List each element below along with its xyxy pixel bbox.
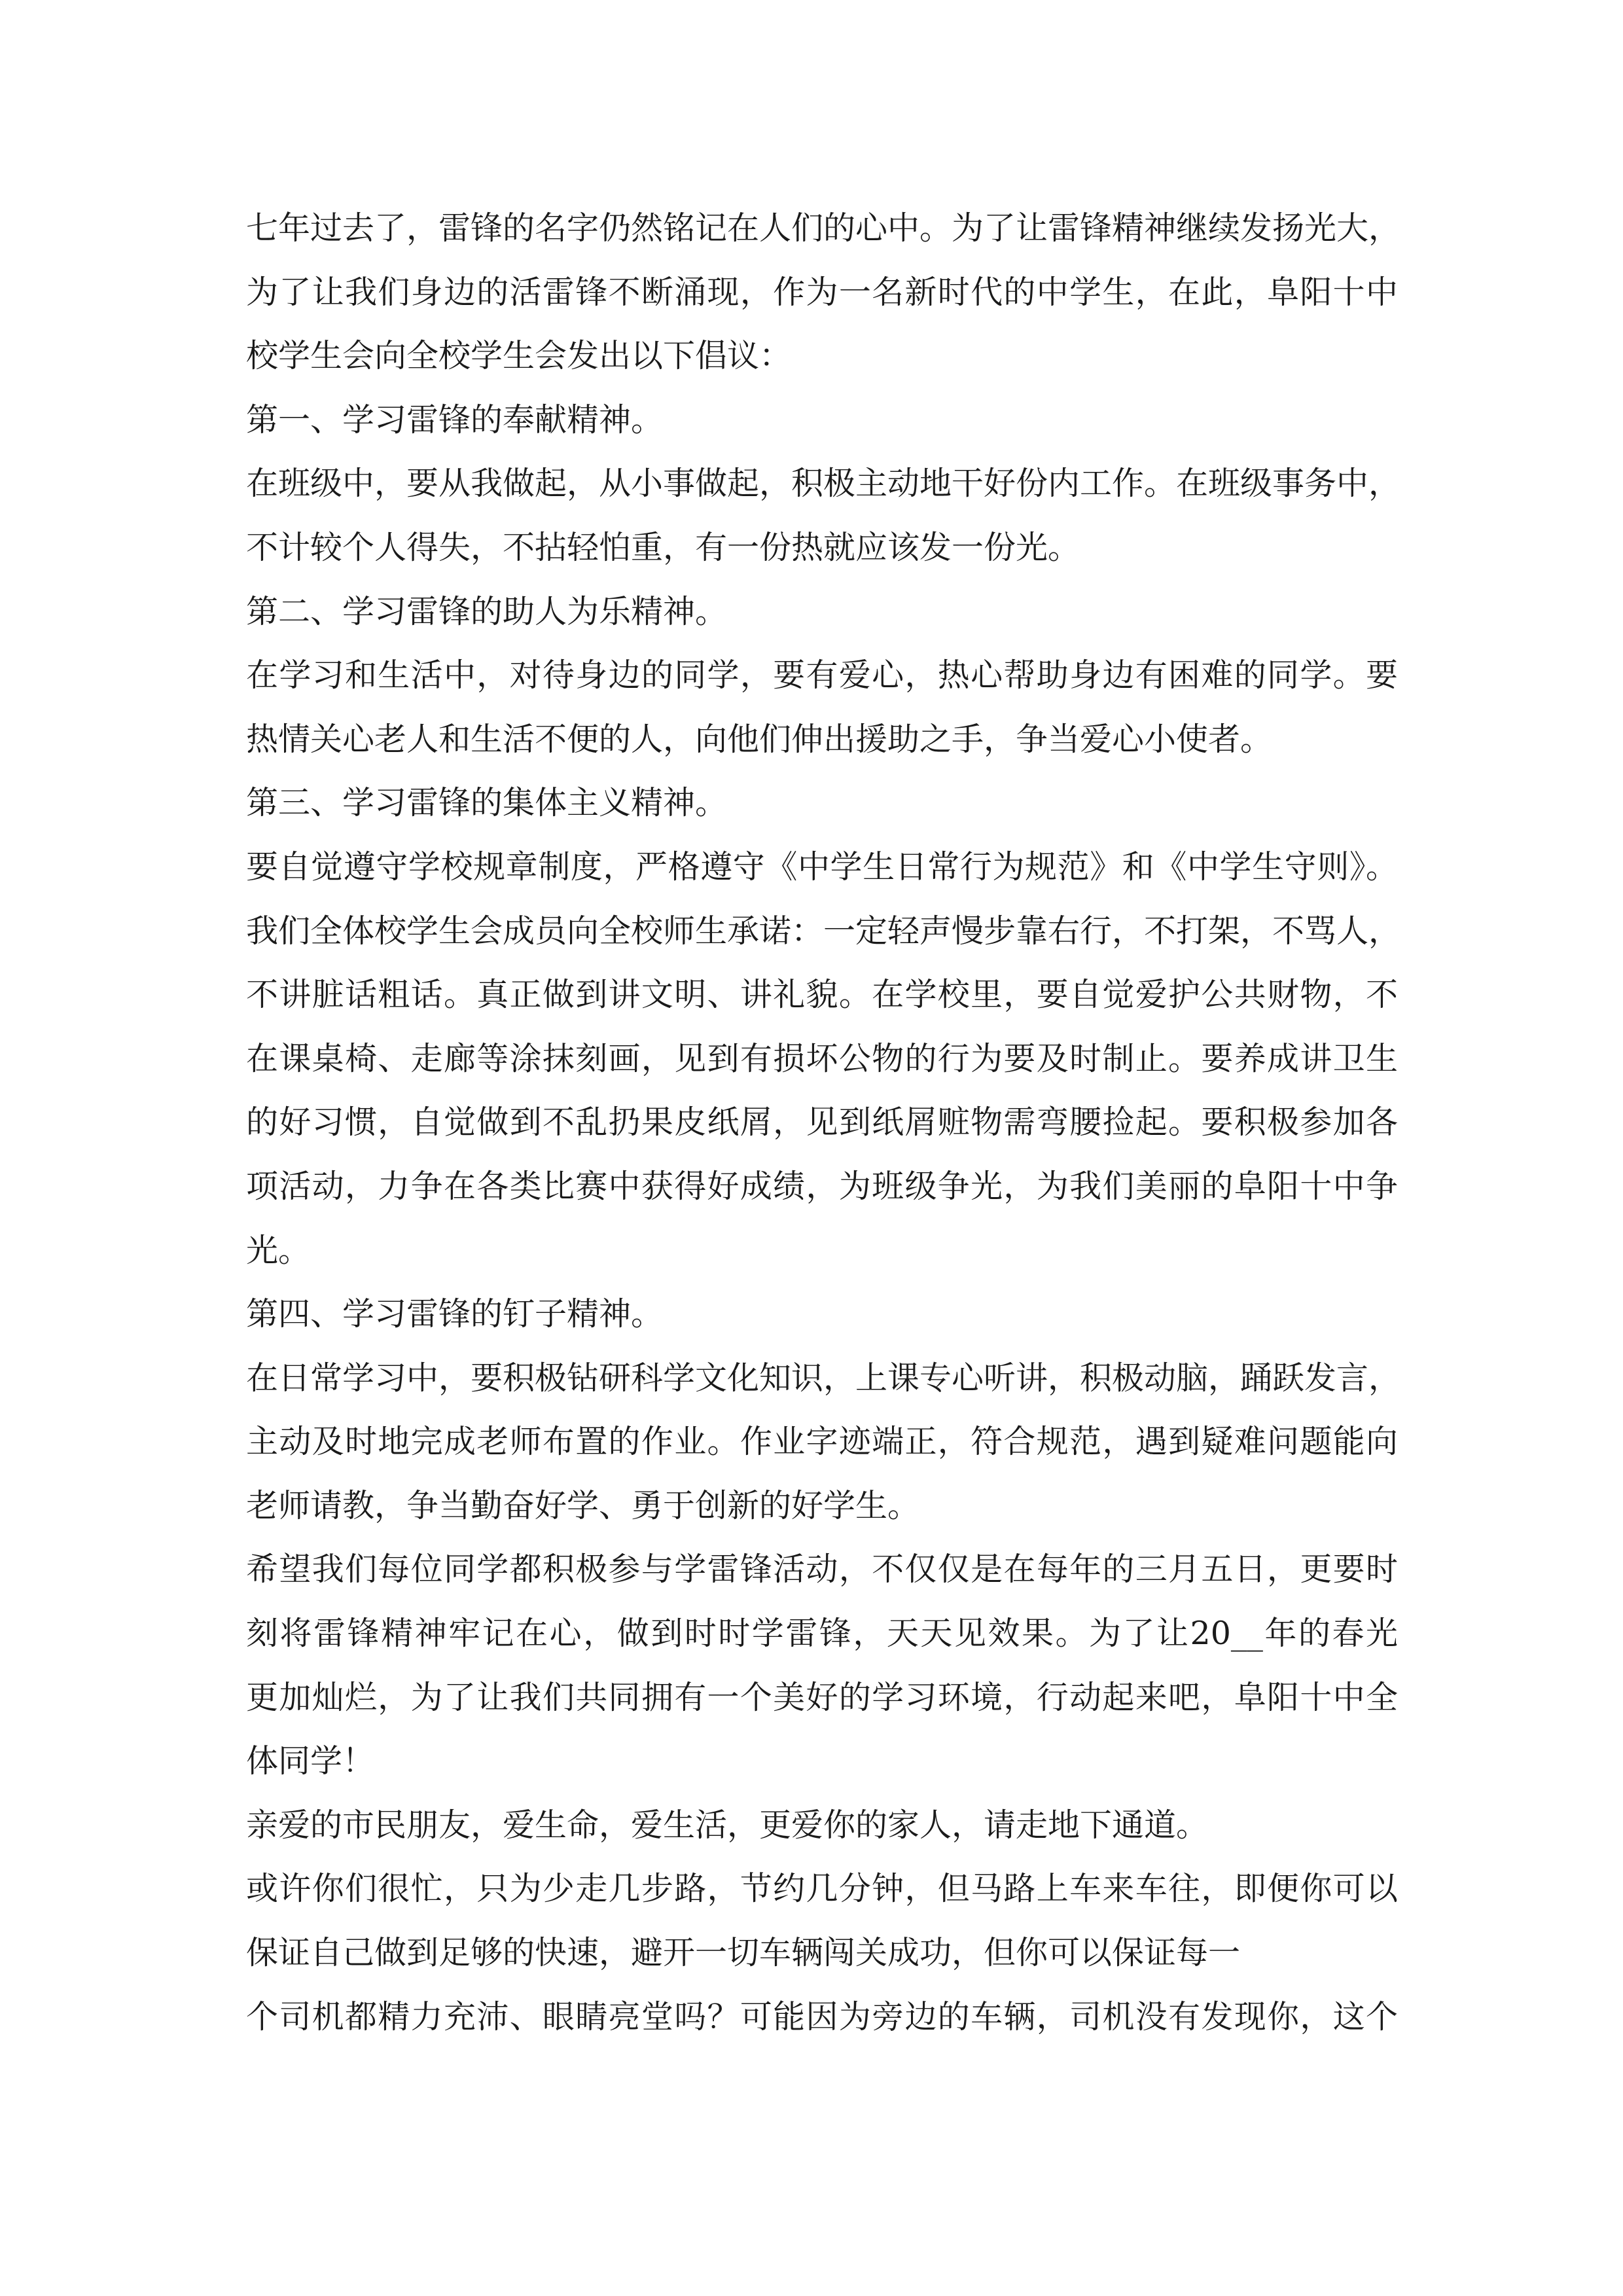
text-line: 在日常学习中，要积极钻研科学文化知识，上课专心听讲，积极动脑，踊跃发言，: [246, 1359, 1401, 1397]
text-line: 要自觉遵守学校规章制度，严格遵守《中学生日常行为规范》和《中学生守则》。: [246, 848, 1398, 886]
text-line: 第一、学习雷锋的奉献精神。: [246, 401, 664, 439]
text-line: 保证自己做到足够的快速，避开一切车辆闯关成功，但你可以保证每一: [246, 1934, 1241, 1972]
text-line: 不计较个人得失，不拈轻怕重，有一份热就应该发一份光。: [246, 528, 1080, 566]
text-line: 在课桌椅、走廊等涂抹刻画，见到有损坏公物的行为要及时制止。要养成讲卫生: [246, 1039, 1398, 1077]
text-line: 体同学！: [246, 1742, 375, 1780]
text-line: 老师请教，争当勤奋好学、勇于创新的好学生。: [246, 1486, 920, 1524]
text-line: 在学习和生活中，对待身边的同学，要有爱心，热心帮助身边有困难的同学。要: [246, 656, 1398, 694]
text-line: 光。: [246, 1231, 311, 1269]
text-line: 我们全体校学生会成员向全校师生承诺：一定轻声慢步靠右行，不打架，不骂人，: [246, 912, 1401, 950]
text-line: 项活动，力争在各类比赛中获得好成绩，为班级争光，为我们美丽的阜阳十中争: [246, 1167, 1398, 1205]
text-line: 刻将雷锋精神牢记在心，做到时时学雷锋，天天见效果。为了让20__年的春光: [246, 1615, 1398, 1653]
text-line: 热情关心老人和生活不便的人，向他们伸出援助之手，争当爱心小使者。: [246, 720, 1273, 758]
text-line: 不讲脏话粗话。真正做到讲文明、讲礼貌。在学校里，要自觉爱护公共财物，不: [246, 976, 1398, 1014]
text-line: 希望我们每位同学都积极参与学雷锋活动，不仅仅是在每年的三月五日，更要时: [246, 1551, 1398, 1588]
text-line: 或许你们很忙，只为少走几步路，节约几分钟，但马路上车来车往，即便你可以: [246, 1870, 1398, 1908]
text-line: 第二、学习雷锋的助人为乐精神。: [246, 592, 728, 630]
text-line: 亲爱的市民朋友，爱生命，爱生活，更爱你的家人，请走地下通道。: [246, 1806, 1209, 1844]
text-line: 更加灿烂，为了让我们共同拥有一个美好的学习环境，行动起来吧，阜阳十中全: [246, 1678, 1398, 1716]
text-line: 个司机都精力充沛、眼睛亮堂吗？可能因为旁边的车辆，司机没有发现你，这个: [246, 1998, 1398, 2036]
text-line: 主动及时地完成老师布置的作业。作业字迹端正，符合规范，遇到疑难问题能向: [246, 1423, 1398, 1461]
text-line: 的好习惯，自觉做到不乱扔果皮纸屑，见到纸屑赃物需弯腰捡起。要积极参加各: [246, 1103, 1398, 1141]
text-line: 第三、学习雷锋的集体主义精神。: [246, 784, 728, 822]
text-line: 为了让我们身边的活雷锋不断涌现，作为一名新时代的中学生，在此，阜阳十中: [246, 273, 1398, 311]
text-line: 七年过去了，雷锋的名字仍然铭记在人们的心中。为了让雷锋精神继续发扬光大，: [246, 209, 1401, 247]
text-line: 第四、学习雷锋的钉子精神。: [246, 1295, 664, 1333]
text-line: 校学生会向全校学生会发出以下倡议：: [246, 337, 792, 375]
text-line: 在班级中，要从我做起，从小事做起，积极主动地干好份内工作。在班级事务中，: [246, 465, 1401, 503]
document-body: [246, 196, 1401, 2049]
